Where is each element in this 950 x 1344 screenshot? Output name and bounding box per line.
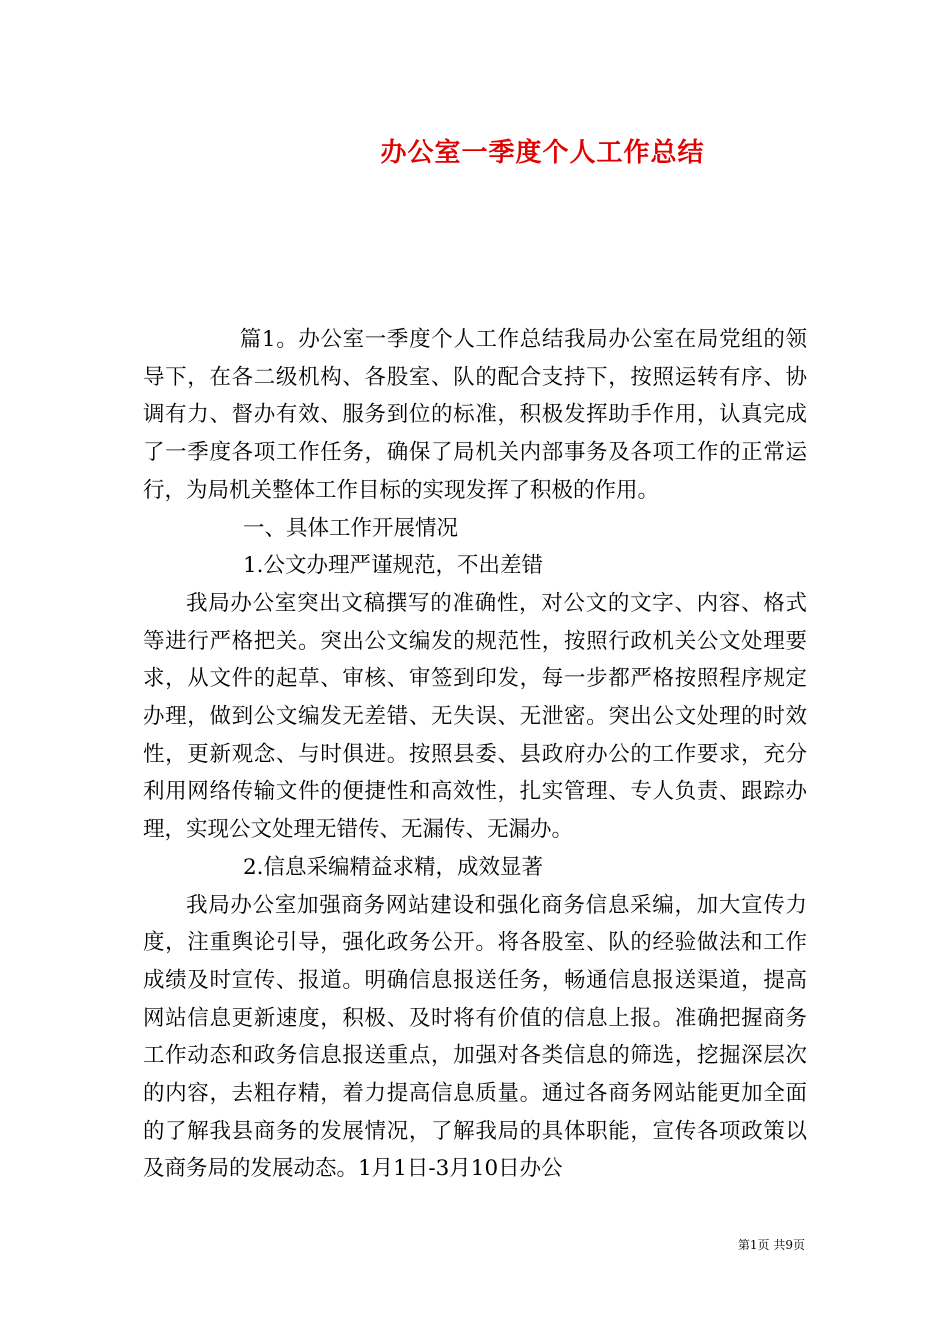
paragraph-document-handling: 我局办公室突出文稿撰写的准确性，对公文的文字、内容、格式等进行严格把关。突出公文编发的规范性，按照行政机关公文处理要求，从文件的起草、审核、审签到印发，每一步都严格按照程序规定办理，做到公文编发无差错、无失误、无泄密。突出公文处理的时效性，更新观念、与时俱进。按照县委、县政府办公的工作要求，充分利用网络传输文件的便捷性和高效性，扎实管理、专人负责、跟踪办理，实现公文处理无错传、无漏传、无漏办。 — [143, 590, 807, 843]
page-number-footer: 第1页 共9页 — [737, 1238, 805, 1252]
section-heading: 一、具体工作开展情况 — [243, 515, 459, 541]
intro-paragraph: 篇1。办公室一季度个人工作总结我局办公室在局党组的领导下，在各二级机构、各股室、队的配合支持下，按照运转有序、协调有力、督办有效、服务到位的标准，积极发挥助手作用，认真完成了一季度各项工作任务，确保了局机关内部事务及各项工作的正常运行，为局机关整体工作目标的实现发挥了积极的作用。 — [143, 327, 807, 503]
document-title: 办公室一季度个人工作总结 — [380, 138, 705, 168]
document-body — [143, 321, 807, 1188]
paragraph-information-editing: 我局办公室加强商务网站建设和强化商务信息采编，加大宣传力度，注重舆论引导，强化政务公开。将各股室、队的经验做法和工作成绩及时宣传、报道。明确信息报送任务，畅通信息报送渠道，提高网站信息更新速度，积极、及时将有价值的信息上报。准确把握商务工作动态和政务信息报送重点，加强对各类信息的筛选，挖掘深层次的内容，去粗存精，着力提高信息质量。通过各商务网站能更加全面的了解我县商务的发展情况，了解我局的具体职能，宣传各项政策以及商务局的发展动态。1月1日-3月10日办公 — [143, 892, 807, 1182]
subsection-heading-2: 2.信息采编精益求精，成效显著 — [243, 854, 544, 880]
subsection-heading-1: 1.公文办理严谨规范，不出差错 — [243, 553, 544, 579]
